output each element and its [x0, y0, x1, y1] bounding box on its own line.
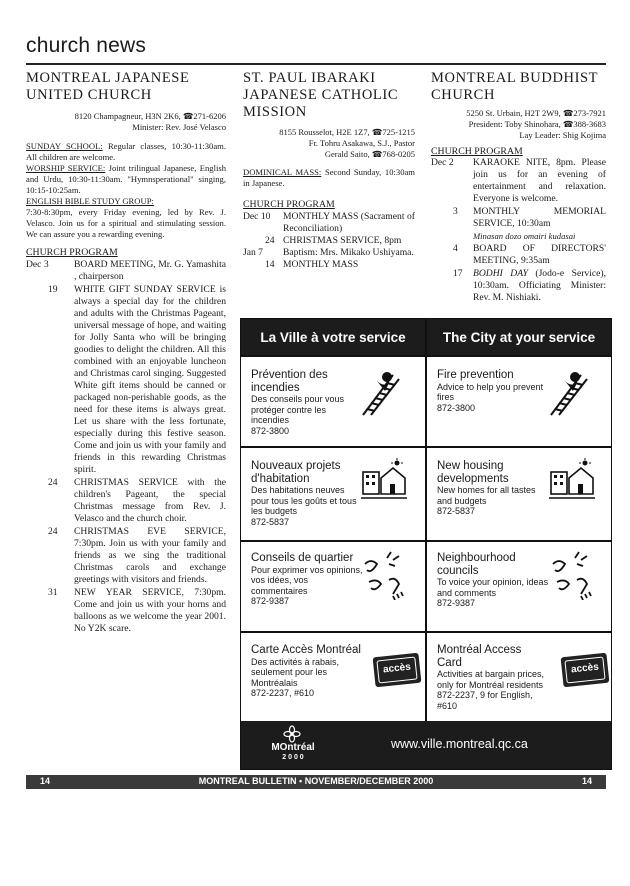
program-label: CHURCH PROGRAM — [26, 247, 118, 258]
service-title: Montréal Access Card — [437, 644, 522, 669]
contact-line: Gerald Saito, ☎768-0205 — [324, 149, 415, 159]
program-text: Baptism: Mrs. Mikako Ushiyama. — [283, 247, 414, 258]
ad-row-divider — [241, 540, 611, 542]
program-entry — [243, 235, 415, 247]
church-title-line: MISSION — [243, 104, 307, 120]
service-description: Activities at bargain prices, only for Montréal residents — [437, 669, 545, 690]
program-text: WHITE GIFT SUNDAY SERVICE is always a special day for the children and adults with the Christmas Pageant, universal message of hope, and waiting for Jolly Santa who will be bringing goodies to delight the children. All this combined with an enjoyable luncheon and Christmas carol singing. Suggested White gift items should be canned or packaged non-perishable goods, as the need for these items is always great. Let us share with the less fortunate, especially during this festive season. Come and join us with your family and friends in this rewarding Christmas spirit. — [74, 284, 226, 475]
service-phone: 872-2237, #610 — [251, 688, 315, 698]
ad-service-fr-2 — [251, 460, 363, 527]
mass-paragraph — [243, 167, 415, 189]
church-title-line: MONTREAL BUDDHIST — [431, 70, 599, 86]
program-description — [473, 206, 606, 242]
program-entry — [26, 526, 226, 586]
service-description: Des conseils pour vous protéger contre les incendies — [251, 394, 345, 425]
column-buddhist-church — [431, 70, 606, 304]
sunday-school-label: SUNDAY SCHOOL: — [26, 141, 103, 151]
program-description — [473, 243, 606, 267]
speech-faces-icon — [547, 550, 595, 600]
program-text: CHRISTMAS SERVICE with the children's Pageant, the special Christmas message from Rev. J. Velasco and the church choir. — [74, 477, 226, 524]
address-line: 8120 Champagneur, H3N 2K6, ☎271-6206 — [74, 111, 226, 121]
program-list — [26, 259, 226, 635]
program-list — [243, 211, 415, 271]
service-phone: 872-2237, 9 for English, #610 — [437, 690, 533, 711]
montreal-flower-icon — [283, 725, 301, 743]
address-line: 5250 St. Urbain, H2T 2W9, ☎273-7921 — [466, 108, 606, 118]
program-label: CHURCH PROGRAM — [243, 199, 335, 210]
church-title-line: ST. PAUL IBARAKI — [243, 70, 376, 86]
header-rule — [26, 63, 606, 65]
service-title: Prévention des incendies — [251, 369, 328, 394]
program-entry — [243, 211, 415, 235]
program-date: 4 — [453, 243, 458, 254]
ad-row-divider — [241, 631, 611, 633]
montreal-logo-text: MOntréal — [271, 742, 315, 753]
bible-study-label: ENGLISH BIBLE STUDY GROUP: — [26, 196, 154, 206]
service-title: Nouveaux projets d'habitation — [251, 460, 341, 485]
program-text: CHRISTMAS EVE SERVICE, 7:30pm. Join us with your family and friends as we sing the traditional Christmas carols and exchange greetings with visitors and friends. — [74, 526, 226, 585]
city-website-link[interactable]: www.ville.montreal.qc.ca — [391, 737, 528, 751]
program-date: Dec 3 — [26, 259, 49, 270]
page-number-left: 14 — [40, 776, 51, 786]
service-phone: 872-3800 — [251, 425, 290, 436]
program-text: BOARD OF DIRECTORS' MEETING, 9:35am — [473, 243, 606, 266]
program-description — [473, 268, 606, 304]
house-icon — [547, 458, 597, 504]
ad-row-divider — [241, 355, 611, 357]
ad-header-en: The City at your service — [427, 319, 611, 355]
service-phone: 872-3800 — [437, 402, 476, 413]
program-entry — [431, 157, 606, 205]
service-phone: 872-5837 — [437, 506, 476, 516]
service-description: To voice your opinion, ideas and comments — [437, 577, 549, 598]
access-card-label: accès — [570, 661, 600, 676]
program-text: MONTHLY MEMORIAL SERVICE, 10:30am — [473, 206, 606, 229]
program-entry — [26, 284, 226, 476]
program-description — [283, 259, 415, 271]
minister-line: Minister: Rev. José Velasco — [132, 122, 226, 132]
program-entry — [26, 477, 226, 525]
program-italic-note: Minasan dozo omairi kudasai — [473, 231, 576, 241]
church-title-line: JAPANESE CATHOLIC — [243, 87, 399, 103]
service-phone: 872-9387 — [251, 596, 290, 606]
program-description — [74, 259, 226, 283]
pastor-line: Fr. Tohru Asakawa, S.J., Pastor — [308, 138, 415, 148]
column-japanese-united-church — [26, 70, 226, 635]
program-text: (Jodo-e Service), 10:30am. Officiating Minister: Rev. M. Nishiaki. — [473, 268, 606, 303]
church-title — [243, 70, 415, 121]
bible-study-paragraph — [26, 196, 226, 240]
city-service-ad — [240, 318, 612, 770]
ad-footer — [241, 721, 611, 769]
program-entry — [431, 268, 606, 304]
service-description: Des activités à rabais, seulement pour les Montréalais — [251, 656, 340, 688]
program-description — [283, 247, 415, 259]
church-title-line: UNITED CHURCH — [26, 87, 152, 103]
address-line: 8155 Rousselot, H2E 1Z7, ☎725-1215 — [279, 127, 415, 137]
program-label: CHURCH PROGRAM — [431, 146, 523, 157]
ad-header-fr: La Ville à votre service — [241, 319, 425, 355]
program-description — [74, 526, 226, 586]
ad-service-fr-3 — [251, 552, 363, 607]
church-address — [26, 111, 226, 133]
page-footer — [26, 775, 606, 789]
service-title: Carte Accès Montréal — [251, 644, 361, 656]
service-description: Advice to help you prevent fires — [437, 381, 544, 402]
program-text: CHRISTMAS SERVICE, 8pm — [283, 235, 402, 246]
sunday-school-text: Regular classes, 10:30-11:30am. All children are welcome. — [26, 141, 226, 162]
church-title — [431, 70, 606, 104]
service-title: New housing developments — [437, 460, 509, 485]
fire-ladder-icon — [359, 367, 403, 419]
service-phone: 872-9387 — [437, 598, 476, 608]
service-description: New homes for all tastes and budgets — [437, 485, 536, 506]
worship-paragraph — [26, 163, 226, 196]
program-description — [473, 157, 606, 205]
program-text: KARAOKE NITE, 8pm. Please join us for an evening of entertainment and relaxation. Everyone is welcome. — [473, 157, 606, 204]
service-title: Conseils de quartier — [251, 552, 354, 564]
lay-leader-line: Lay Leader: Shig Kojima — [519, 130, 606, 140]
column-catholic-mission — [243, 70, 415, 271]
service-phone: 872-5837 — [251, 516, 290, 527]
church-title — [26, 70, 226, 104]
program-list — [431, 157, 606, 304]
speech-faces-icon — [359, 550, 407, 600]
church-title-line: MONTREAL JAPANESE — [26, 70, 190, 86]
bible-study-text: 7:30-8:30pm, every Friday evening, led by Rev. J. Velasco. Join us for a spiritual and stimulating session. We can assure you a rewarding evening. — [26, 207, 226, 239]
church-address — [431, 108, 606, 141]
program-entry — [243, 247, 415, 259]
footer-publication: MONTREAL BULLETIN • NOVEMBER/DECEMBER 2000 — [198, 776, 434, 786]
program-date: Dec 10 — [243, 211, 271, 222]
page-number-right: 14 — [581, 776, 592, 786]
mass-text: Second Sunday, 10:30am in Japanese. — [243, 167, 415, 188]
montreal-logo-year: 2 0 0 0 — [282, 754, 304, 761]
fire-ladder-icon — [547, 367, 591, 419]
ad-service-fr-4 — [251, 644, 371, 699]
program-description — [283, 211, 415, 235]
church-address — [243, 127, 415, 160]
president-line: President: Toby Shinohara, ☎388-3683 — [468, 119, 606, 129]
program-text: NEW YEAR SERVICE, 7:30pm. Come and join us with your horns and balloons as we welcome the year 2001. No Y2K scare. — [74, 587, 226, 634]
worship-text: Joint trilingual Japanese, English and Urdu, 10:30-11:30am. "Hymnsperational" singing, 10:15-10:25am. — [26, 163, 227, 195]
program-date: Jan 7 — [243, 247, 263, 258]
program-date: 24 — [48, 477, 58, 488]
program-date: 14 — [265, 259, 275, 270]
program-date: 19 — [48, 284, 58, 295]
ad-service-en-3 — [437, 552, 549, 609]
program-text: BOARD MEETING, Mr. G. Yamashita , chairperson — [74, 259, 226, 282]
program-text: MONTHLY MASS (Sacrament of Reconciliation) — [283, 211, 415, 234]
program-description — [74, 284, 226, 476]
ad-service-en-1 — [437, 369, 549, 413]
service-description: Des habitations neuves pour tous les goûts et tous les budgets — [251, 485, 357, 516]
mass-label: DOMINICAL MASS: — [243, 167, 322, 177]
sunday-school-paragraph — [26, 141, 226, 163]
service-description: Pour exprimer vos opinions, vos idées, vos commentaires — [251, 564, 363, 596]
ad-column-divider — [425, 319, 427, 721]
house-icon — [359, 458, 409, 504]
worship-label: WORSHIP SERVICE: — [26, 163, 106, 173]
program-date: 24 — [265, 235, 275, 246]
service-title: Fire prevention — [437, 369, 514, 381]
church-title-line: CHURCH — [431, 87, 496, 103]
program-entry — [243, 259, 415, 271]
ad-service-fr-1 — [251, 369, 363, 436]
program-date: 31 — [48, 587, 58, 598]
program-italic-title: BODHI DAY — [473, 268, 528, 279]
program-entry — [26, 587, 226, 635]
program-description — [74, 477, 226, 525]
service-title: Neighbourhood councils — [437, 552, 516, 577]
program-text: MONTHLY MASS — [283, 259, 359, 270]
ad-service-en-2 — [437, 460, 549, 517]
section-title: church news — [26, 34, 147, 57]
program-entry — [431, 243, 606, 267]
program-entry — [431, 206, 606, 242]
program-date: 24 — [48, 526, 58, 537]
program-date: 3 — [453, 206, 458, 217]
program-entry — [26, 259, 226, 283]
access-card-label: accès — [382, 661, 412, 676]
ad-row-divider — [241, 446, 611, 448]
ad-service-en-4 — [437, 644, 549, 711]
program-description — [283, 235, 415, 247]
program-date: Dec 2 — [431, 157, 454, 168]
program-description — [74, 587, 226, 635]
program-date: 17 — [453, 268, 463, 279]
